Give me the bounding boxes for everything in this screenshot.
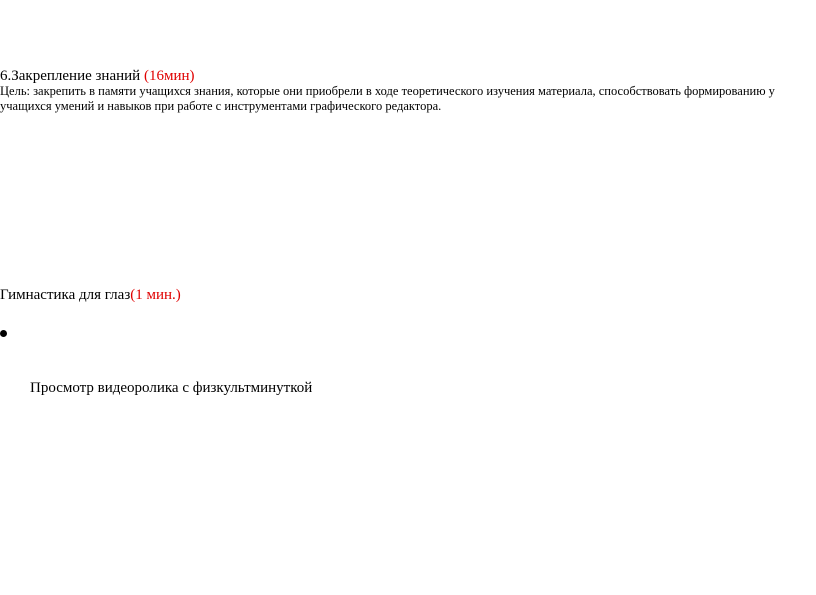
bullet-icon bbox=[0, 330, 7, 337]
section-duration: (16мин) bbox=[143, 68, 195, 84]
gymnastics-duration: (1 мин.) bbox=[130, 287, 181, 303]
section-heading-text: 6.Закрепление знаний bbox=[0, 68, 144, 84]
list-item: Просмотр видеоролика с физкультминуткой bbox=[30, 380, 313, 396]
gymnastics-heading bbox=[0, 286, 181, 304]
section-heading bbox=[0, 67, 195, 85]
goal-paragraph: Цель: закрепить в памяти учащихся знания, которые они приобрели в ходе теоретического изучения материала, способствовать формированию у учащихся умений и навыков при работе с инструментами графического редактора. bbox=[0, 84, 775, 113]
gymnastics-heading-text: Гимнастика для глаз bbox=[0, 287, 131, 303]
